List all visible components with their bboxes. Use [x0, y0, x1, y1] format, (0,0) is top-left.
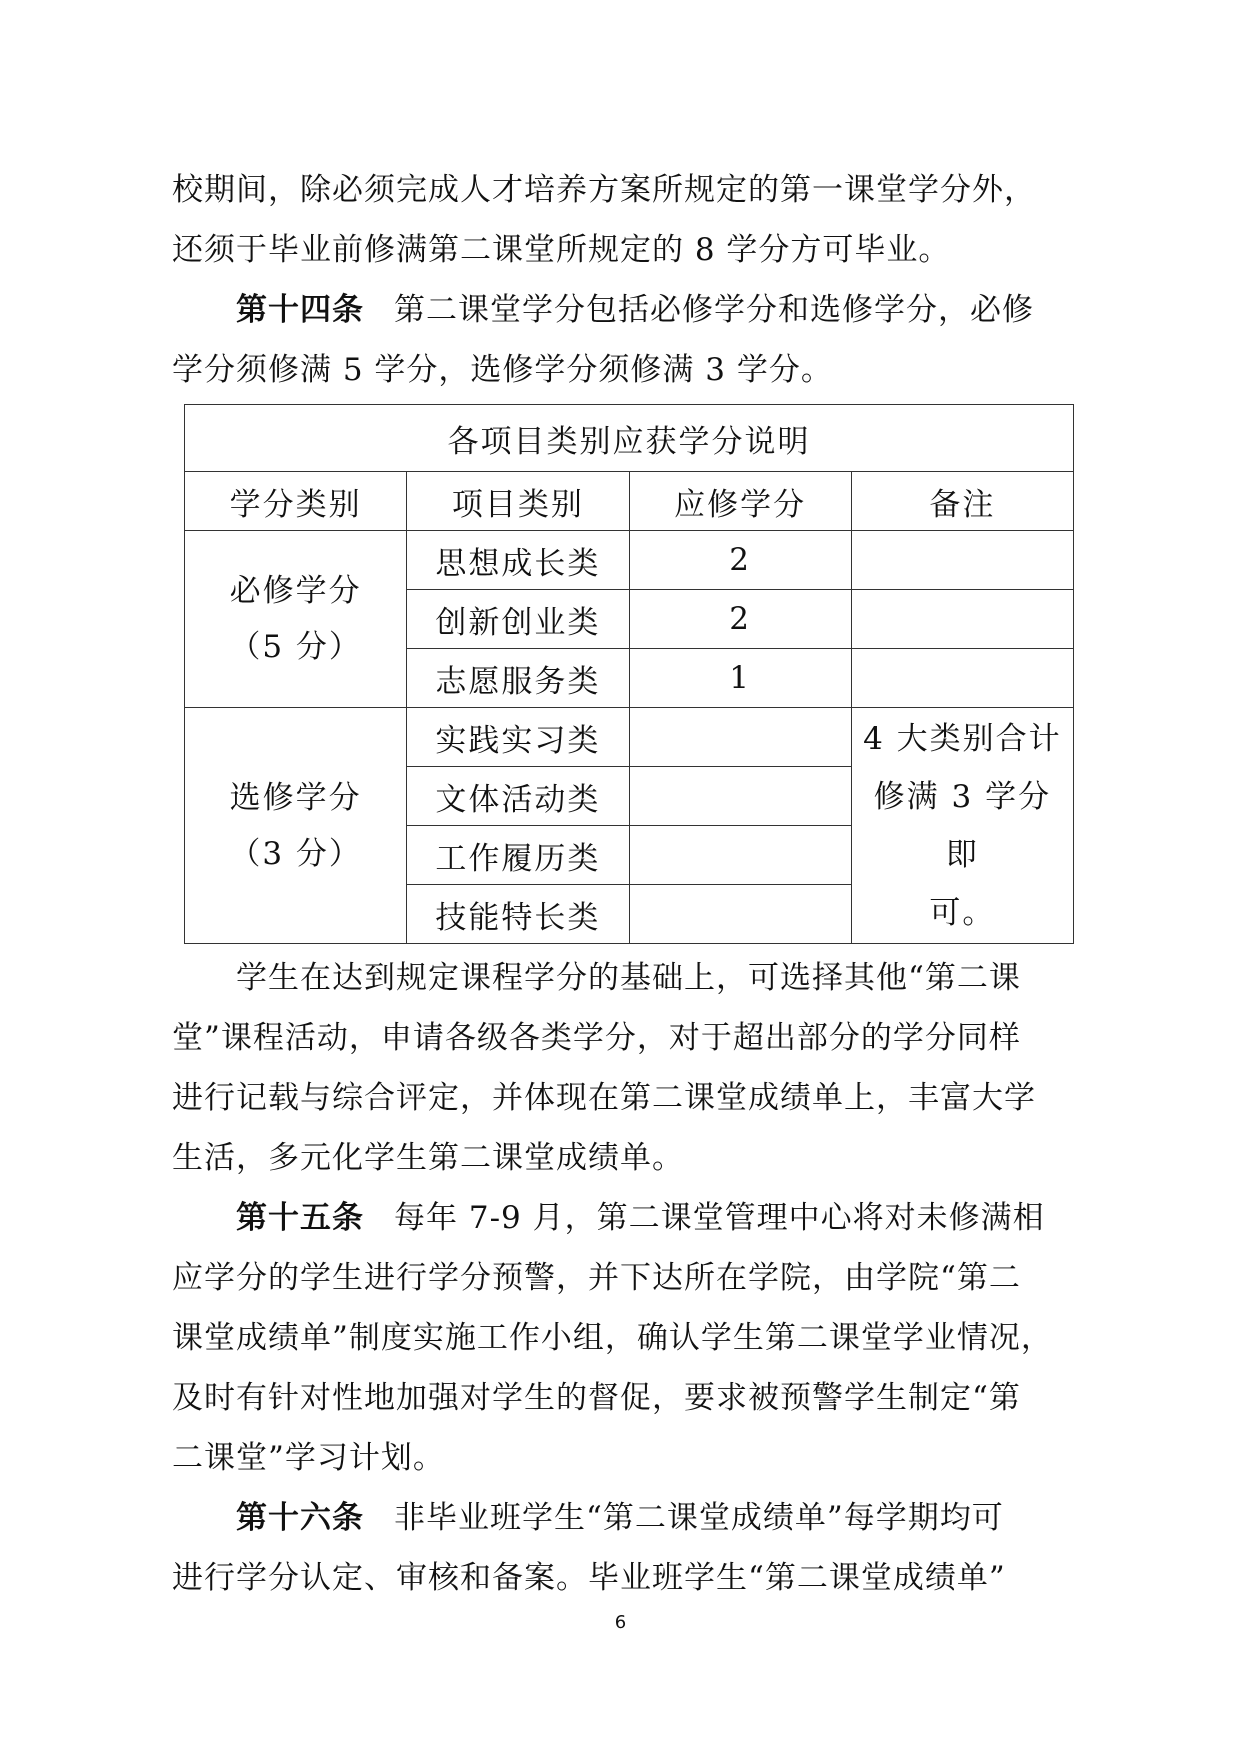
required-sub: （5 分）: [229, 629, 362, 665]
note-cell: [851, 531, 1073, 590]
note-line: 4 大类别合计: [863, 720, 1062, 757]
article-16-line: 进行学分认定、审核和备案。毕业班学生“第二课堂成绩单”: [172, 1560, 1006, 1596]
page-number: 6: [614, 1612, 627, 1633]
credit-cell: [629, 885, 851, 944]
body-line: 进行记载与综合评定，并体现在第二课堂成绩单上，丰富大学: [172, 1080, 1036, 1116]
credit-table: [184, 404, 1074, 944]
item-cell: 技能特长类: [407, 885, 629, 944]
credit-cell: 2: [629, 590, 851, 649]
credit-cell: 1: [629, 649, 851, 708]
article-14-text: 第二课堂学分包括必修学分和选修学分，必修: [394, 292, 1034, 328]
document-body: [172, 160, 1072, 1608]
body-line: 生活，多元化学生第二课堂成绩单。: [172, 1140, 684, 1176]
elective-label: 选修学分: [229, 779, 362, 816]
item-cell: 创新创业类: [407, 590, 629, 649]
item-cell: 思想成长类: [407, 531, 629, 590]
article-15-text: 每年 7-9 月，第二课堂管理中心将对未修满相: [394, 1200, 1045, 1236]
article-16-line: [172, 1488, 1072, 1548]
credit-cell: 2: [629, 531, 851, 590]
note-cell: [851, 590, 1073, 649]
body-line: 堂”课程活动，申请各级各类学分，对于超出部分的学分同样: [172, 1020, 1021, 1056]
item-cell: 工作履历类: [407, 826, 629, 885]
article-14-line: 学分须修满 5 学分，选修学分须修满 3 学分。: [172, 352, 833, 388]
article-14-title: 第十四条: [236, 292, 364, 328]
required-category-cell: [185, 531, 407, 708]
article-15-line: 应学分的学生进行学分预警，并下达所在学院，由学院“第二: [172, 1260, 1021, 1296]
elective-category-cell: [185, 708, 407, 944]
table-header-cell: 备注: [851, 472, 1073, 531]
note-cell: [851, 649, 1073, 708]
article-15-line: [172, 1188, 1072, 1248]
article-15-line: 及时有针对性地加强对学生的督促，要求被预警学生制定“第: [172, 1380, 1021, 1416]
note-line: 可。: [929, 894, 996, 931]
table-header-cell: 应修学分: [629, 472, 851, 531]
credit-cell: [629, 767, 851, 826]
credit-cell: [629, 826, 851, 885]
body-line: 校期间，除必须完成人才培养方案所规定的第一课堂学分外，: [172, 172, 1036, 208]
item-cell: 实践实习类: [407, 708, 629, 767]
table-header-cell: 项目类别: [407, 472, 629, 531]
elective-sub: （3 分）: [229, 835, 362, 872]
elective-note-cell: [851, 708, 1073, 944]
body-line: 还须于毕业前修满第二课堂所规定的 8 学分方可毕业。: [172, 232, 951, 268]
required-label: 必修学分: [229, 573, 362, 609]
table-header-cell: 学分类别: [185, 472, 407, 531]
article-15-line: 二课堂”学习计划。: [172, 1440, 445, 1476]
article-16-title: 第十六条: [236, 1500, 364, 1536]
article-15-line: 课堂成绩单”制度实施工作小组，确认学生第二课堂学业情况，: [172, 1320, 1053, 1356]
item-cell: 志愿服务类: [407, 649, 629, 708]
article-16-text: 非毕业班学生“第二课堂成绩单”每学期均可: [394, 1500, 1004, 1536]
table-caption: 各项目类别应获学分说明: [185, 405, 1074, 472]
article-14-line: [172, 280, 1072, 340]
note-line: 修满 3 学分即: [873, 778, 1052, 873]
article-15-title: 第十五条: [236, 1200, 364, 1236]
credit-cell: [629, 708, 851, 767]
body-line: 学生在达到规定课程学分的基础上，可选择其他“第二课: [236, 960, 1021, 996]
item-cell: 文体活动类: [407, 767, 629, 826]
